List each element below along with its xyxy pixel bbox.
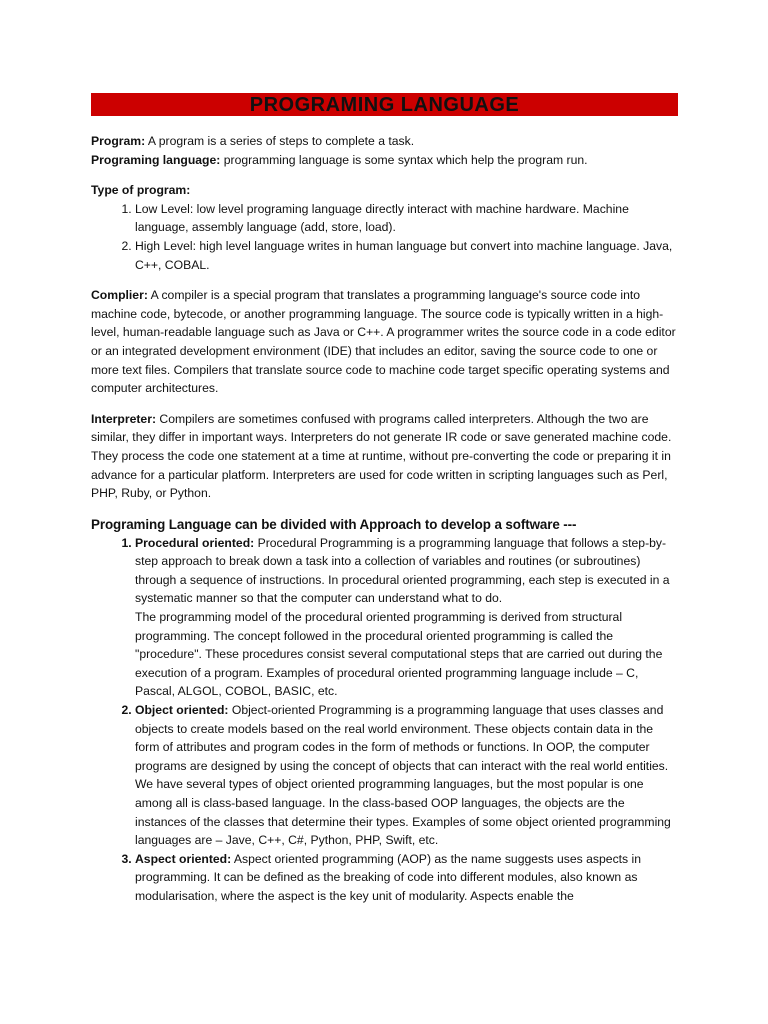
compiler-text: A compiler is a special program that translates a programming language's source code into machine code, bytecode, or another programming language. The source code is typically written in a high-level, human-readable language such as Java or C++. A programmer writes the source code in a code editor or an integrated development environment (IDE) that includes an editor, saving the source code to one or more text files. Compilers that translate source code to machine code target specific operating systems and computer architectures.	[91, 288, 676, 396]
program-label: Program:	[91, 134, 146, 148]
item-text: Procedural Programming is a programming language that follows a step-by-step approach to break down a task into a collection of variables and routines (or subroutines) through a sequence of instructions. In procedural oriented programming, each step is executed in a systematic manner so that the computer can understand what to do.	[135, 535, 670, 606]
list-item: 2. High Level: high level language writes in human language but convert into machine language. Java, C++, COBAL.	[135, 237, 678, 274]
item-label: Object oriented:	[135, 703, 229, 718]
item-text: Object-oriented Programming is a programming language that uses classes and objects to create models based on the real world environment. These objects contain data in the form of attributes and program codes in the form of methods or functions. In OOP, the computer programs are designed by using the concept of objects that can interact with the real world entities.	[135, 703, 669, 773]
list-item	[135, 701, 678, 850]
approach-list	[91, 534, 678, 906]
type-of-program-heading: Type of program:	[91, 183, 191, 198]
page-title: PROGRAMING LANGUAGE	[91, 93, 678, 116]
list-item	[135, 534, 678, 701]
programing-language-definition	[91, 151, 678, 170]
list-item	[135, 850, 678, 906]
interpreter-text: Compilers are sometimes confused with programs called interpreters. Although the two are similar, they differ in important ways. Interpreters do not generate IR code or save generated machine code. They process the code one statement at a time at runtime, without pre-converting the code or preparing it in advance for a particular platform. Interpreters are used for code written in scripting languages such as Perl, PHP, Ruby, or Python.	[91, 411, 672, 501]
item-label: Procedural oriented:	[135, 535, 255, 550]
compiler-paragraph	[91, 286, 678, 398]
program-definition	[91, 132, 678, 151]
interpreter-label: Interpreter:	[91, 411, 157, 426]
interpreter-paragraph	[91, 410, 678, 503]
programing-language-label: Programing language:	[91, 152, 221, 167]
compiler-label: Complier:	[91, 288, 148, 303]
item-text-continued: The programming model of the procedural oriented programming is derived from structural programming. The concept followed in the procedural oriented programming is called the "procedure". These procedures consist several computational steps that are carried out during the execution of a program. Examples of procedural oriented programming language include – C, Pascal, ALGOL, COBOL, BASIC, etc.	[135, 610, 663, 699]
list-item: 1. Low Level: low level programing language directly interact with machine hardware. Machine language, assembly language (add, store, load).	[135, 200, 678, 237]
item-text-continued: We have several types of object oriented programming languages, but the most popular is one among all is class-based language. In the class-based OOP languages, the objects are the instances of the classes that determine their types. Examples of some object oriented programming languages are – Jave, C++, C#, Python, PHP, Swift, etc.	[135, 777, 671, 848]
approach-heading: Programing Language can be divided with Approach to develop a software ---	[91, 516, 577, 532]
item-text: Aspect oriented programming (AOP) as the name suggests uses aspects in programming. It can be defined as the breaking of code into different modules, also known as modularisation, where the aspect is the key unit of modularity. Aspects enable the	[135, 851, 642, 903]
type-of-program-list	[91, 200, 678, 274]
item-label: Aspect oriented:	[135, 851, 232, 866]
program-text: A program is a series of steps to complete a task.	[145, 134, 415, 148]
programing-language-text: programming language is some syntax which help the program run.	[220, 152, 588, 167]
